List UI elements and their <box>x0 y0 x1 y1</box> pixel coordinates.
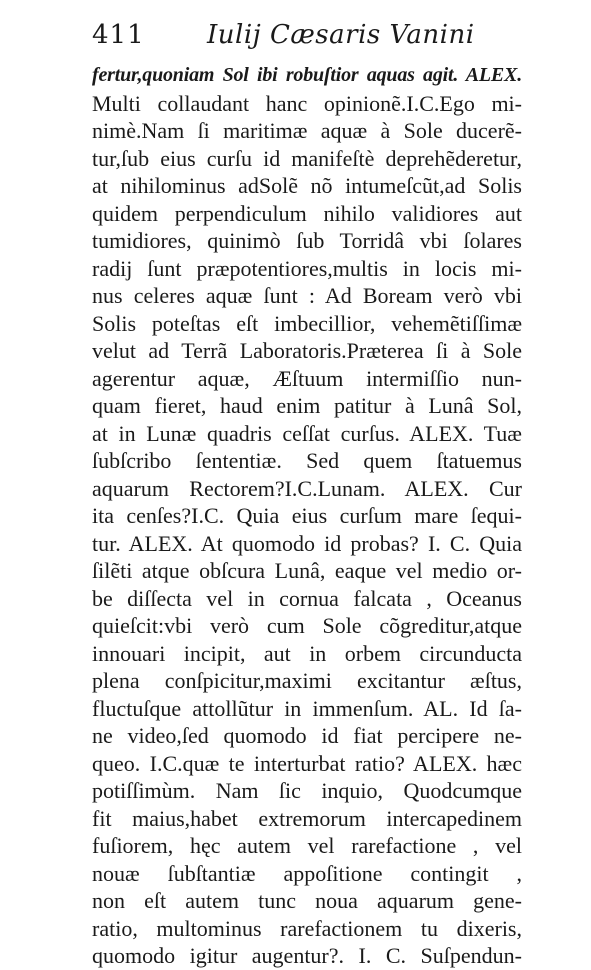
text-line: ſilẽti atque obſcura Lunâ, eaque vel medio or- <box>92 558 522 583</box>
text-line: tumidiores, quinimò ſub Torridâ vbi ſolares <box>92 228 522 253</box>
text-line: ratio, multominus rarefactionem tu dixeris, <box>92 915 522 941</box>
text-line: potiſſimùm. Nam ſic inquio, Quodcumque <box>92 778 522 803</box>
text-line: fertur,quoniam Sol ibi robuſtior aquas agit. ALEX. <box>92 64 522 86</box>
text-line: nus celeres aquæ ſunt : Ad Boream verò vbi <box>92 283 522 308</box>
running-title: Iulij Cæsaris Vanini <box>207 20 475 50</box>
text-line: plena conſpicitur,maximi excitantur æſtus, <box>92 668 522 693</box>
text-line: nouæ ſubſtantiæ appoſitione contingit , <box>92 860 522 886</box>
text-line: fluctuſque attollũtur in immenſum. AL. Id ſa- <box>92 695 522 721</box>
body-text <box>92 62 522 970</box>
text-line: at in Lunæ quadris ceſſat curſus. ALEX. Tuæ <box>92 420 522 446</box>
text-line: aquarum Rectorem?I.C.Lunam. ALEX. Cur <box>92 475 522 501</box>
text-line: be diſſecta vel in cornua falcata , Oceanus <box>92 585 522 611</box>
text-line: ſubſcribo ſententiæ. Sed quem ſtatuemus <box>92 448 522 473</box>
text-line: agerentur aquæ, Æſtuum intermiſſio nun- <box>92 365 522 391</box>
text-line: fuſiorem, hęc autem vel rarefactione , vel <box>92 833 522 858</box>
text-line: queo. I.C.quæ te interturbat ratio? ALEX. hæc <box>92 750 522 776</box>
text-line: quidem perpendiculum nihilo validiores aut <box>92 200 522 226</box>
text-line: tur. ALEX. At quomodo id probas? I. C. Quia <box>92 530 522 556</box>
page-number: 411 <box>92 20 145 50</box>
text-line: ita cenſes?I.C. Quia eius curſum mare ſequi- <box>92 503 522 528</box>
text-line: quam fieret, haud enim patitur à Lunâ Sol, <box>92 393 522 418</box>
text-line: velut ad Terrã Laboratoris.Præterea ſi à Sole <box>92 338 522 363</box>
page-header <box>92 18 522 62</box>
text-line: nimè.Nam ſi maritimæ aquæ à Sole ducerẽ- <box>92 118 522 143</box>
text-line: quomodo igitur augentur?. I. C. Suſpendun- <box>92 943 522 968</box>
text-line: at nihilominus adSolẽ nõ intumeſcũt,ad Solis <box>92 173 522 198</box>
text-line: radij ſunt præpotentiores,multis in locis mi- <box>92 255 522 281</box>
text-line: quieſcit:vbi verò cum Sole cõgreditur,atque <box>92 613 522 638</box>
text-line: Multi collaudant hanc opinionẽ.I.C.Ego mi- <box>92 90 522 116</box>
text-line: ne video,ſed quomodo id fiat percipere ne- <box>92 723 522 748</box>
text-line: innouari incipit, aut in orbem circunducta <box>92 640 522 666</box>
text-line: Solis poteſtas eſt imbecillior, vehemẽtiſſimæ <box>92 310 522 336</box>
text-line: non eſt autem tunc noua aquarum gene- <box>92 888 522 913</box>
text-line: fit maius,habet extremorum intercapedinem <box>92 805 522 831</box>
text-line: tur,ſub eius curſu id manifeſtè deprehẽderetur, <box>92 145 522 171</box>
